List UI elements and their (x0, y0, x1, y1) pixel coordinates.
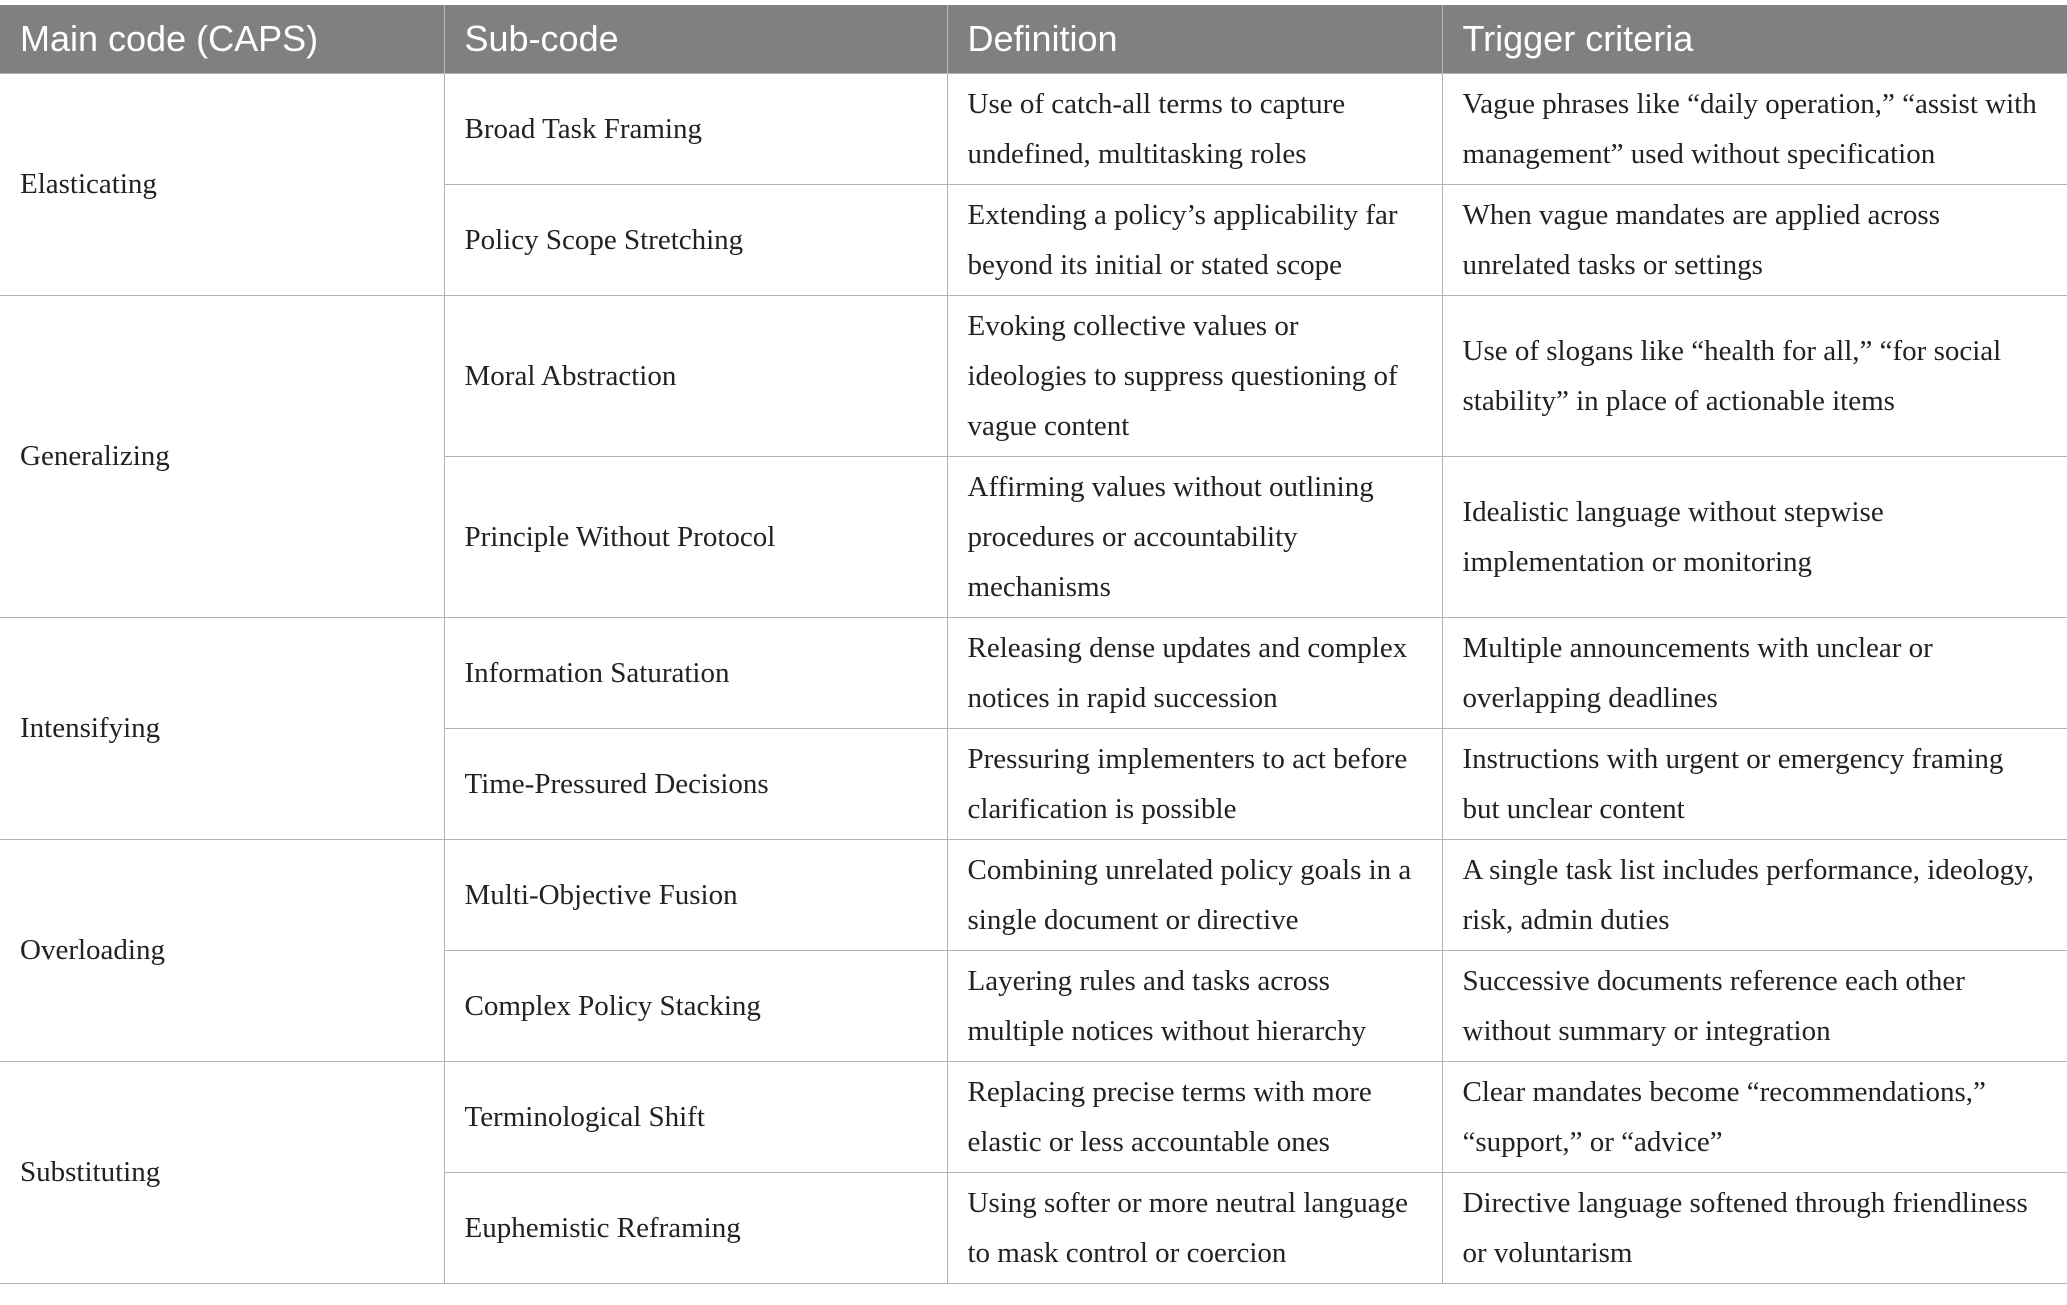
definition-cell: Affirming values without outlining procedures or accountability mechanisms (947, 456, 1442, 617)
definition-cell: Combining unrelated policy goals in a single document or directive (947, 839, 1442, 950)
definition-cell: Using softer or more neutral language to mask control or coercion (947, 1172, 1442, 1283)
table-header (0, 5, 2067, 73)
trigger-cell: Vague phrases like “daily operation,” “assist with management” used without specification (1442, 73, 2067, 184)
sub-code-cell: Terminological Shift (444, 1061, 947, 1172)
table-body (0, 73, 2067, 1283)
trigger-cell: Use of slogans like “health for all,” “for social stability” in place of actionable items (1442, 295, 2067, 456)
trigger-cell: Multiple announcements with unclear or overlapping deadlines (1442, 617, 2067, 728)
sub-code-cell: Multi-Objective Fusion (444, 839, 947, 950)
trigger-cell: When vague mandates are applied across unrelated tasks or settings (1442, 184, 2067, 295)
header-row (0, 5, 2067, 73)
sub-code-cell: Moral Abstraction (444, 295, 947, 456)
table-row (0, 617, 2067, 728)
table-row (0, 839, 2067, 950)
main-code-cell: Elasticating (0, 73, 444, 295)
trigger-cell: Directive language softened through friendliness or voluntarism (1442, 1172, 2067, 1283)
table-row (0, 1061, 2067, 1172)
definition-cell: Extending a policy’s applicability far beyond its initial or stated scope (947, 184, 1442, 295)
sub-code-cell: Broad Task Framing (444, 73, 947, 184)
header-definition: Definition (947, 5, 1442, 73)
definition-cell: Pressuring implementers to act before clarification is possible (947, 728, 1442, 839)
trigger-cell: A single task list includes performance, ideology, risk, admin duties (1442, 839, 2067, 950)
sub-code-cell: Complex Policy Stacking (444, 950, 947, 1061)
trigger-cell: Successive documents reference each other without summary or integration (1442, 950, 2067, 1061)
trigger-cell: Idealistic language without stepwise implementation or monitoring (1442, 456, 2067, 617)
main-code-cell: Overloading (0, 839, 444, 1061)
sub-code-cell: Information Saturation (444, 617, 947, 728)
main-code-cell: Generalizing (0, 295, 444, 617)
definition-cell: Evoking collective values or ideologies to suppress questioning of vague content (947, 295, 1442, 456)
header-sub-code: Sub-code (444, 5, 947, 73)
header-main-code: Main code (CAPS) (0, 5, 444, 73)
trigger-cell: Clear mandates become “recommendations,” “support,” or “advice” (1442, 1061, 2067, 1172)
definition-cell: Use of catch-all terms to capture undefined, multitasking roles (947, 73, 1442, 184)
table-row (0, 295, 2067, 456)
header-trigger-criteria: Trigger criteria (1442, 5, 2067, 73)
table-row (0, 73, 2067, 184)
sub-code-cell: Principle Without Protocol (444, 456, 947, 617)
sub-code-cell: Time-Pressured Decisions (444, 728, 947, 839)
definition-cell: Layering rules and tasks across multiple notices without hierarchy (947, 950, 1442, 1061)
main-code-cell: Substituting (0, 1061, 444, 1283)
sub-code-cell: Policy Scope Stretching (444, 184, 947, 295)
main-code-cell: Intensifying (0, 617, 444, 839)
sub-code-cell: Euphemistic Reframing (444, 1172, 947, 1283)
definition-cell: Replacing precise terms with more elastic or less accountable ones (947, 1061, 1442, 1172)
definition-cell: Releasing dense updates and complex notices in rapid succession (947, 617, 1442, 728)
trigger-cell: Instructions with urgent or emergency framing but unclear content (1442, 728, 2067, 839)
caps-coding-table (0, 5, 2067, 1284)
